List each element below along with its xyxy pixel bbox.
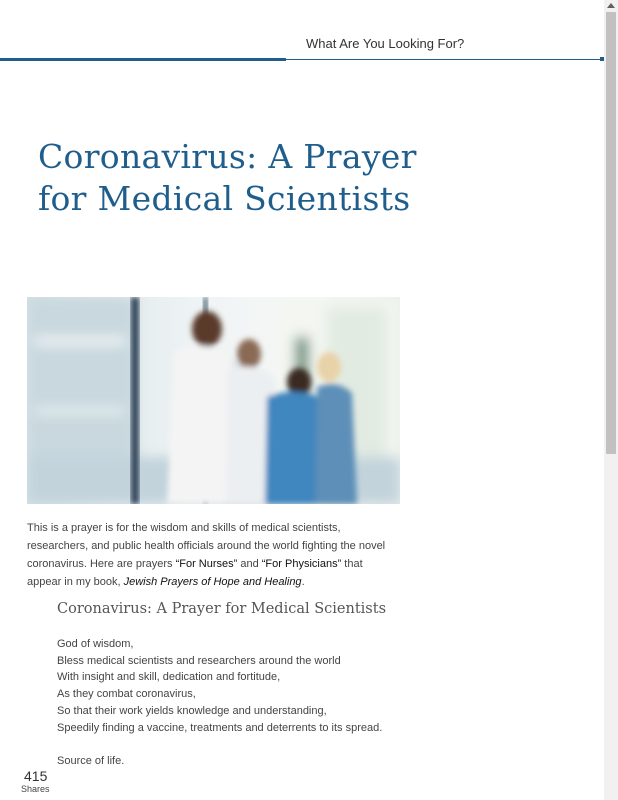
intro-text: . [301, 576, 305, 588]
for-physicians-link[interactable]: “For Physicians” [261, 558, 342, 570]
share-label: Shares [21, 784, 50, 794]
prayer-line: Source of life. [57, 754, 125, 767]
prayer-body [57, 636, 417, 770]
header-rule-thick [0, 58, 286, 61]
scroll-up-arrow-icon[interactable] [607, 3, 615, 8]
share-count: 415 [24, 768, 48, 784]
scrollbar-thumb[interactable] [606, 12, 616, 454]
stanza-break [57, 736, 417, 753]
search-prompt[interactable]: What Are You Looking For? [306, 36, 465, 51]
intro-text: and [237, 558, 262, 570]
prayer-line: So that their work yields knowledge and understanding, [57, 704, 327, 717]
medical-staff-photo [27, 297, 400, 504]
for-nurses-link[interactable]: “For Nurses” [175, 558, 238, 570]
page-title: Coronavirus: A Prayer for Medical Scientists [38, 137, 417, 218]
prayer-title: Coronavirus: A Prayer for Medical Scientists [57, 601, 387, 617]
intro-text: that appear in my book, [27, 558, 363, 588]
page-scrollbar[interactable] [604, 0, 618, 800]
prayer-line: Bless medical scientists and researchers around the world [57, 654, 341, 667]
prayer-line: As they combat coronavirus, [57, 688, 196, 701]
prayer-line: God of wisdom, [57, 638, 134, 650]
prayer-line: Speedily finding a vaccine, treatments and deterrents to its spread. [57, 721, 383, 734]
prayer-line: With insight and skill, dedication and fortitude, [57, 671, 281, 684]
intro-text: This is a prayer is for the wisdom and skills of medical scientists, researchers, and public health officials around the world fighting the novel coronavirus. Here are prayers [27, 522, 386, 570]
site-header [0, 0, 604, 62]
book-title: Jewish Prayers of Hope and Healing [123, 576, 302, 588]
intro-paragraph [27, 519, 399, 591]
hero-image [27, 297, 400, 504]
header-rule-thin [286, 59, 604, 60]
